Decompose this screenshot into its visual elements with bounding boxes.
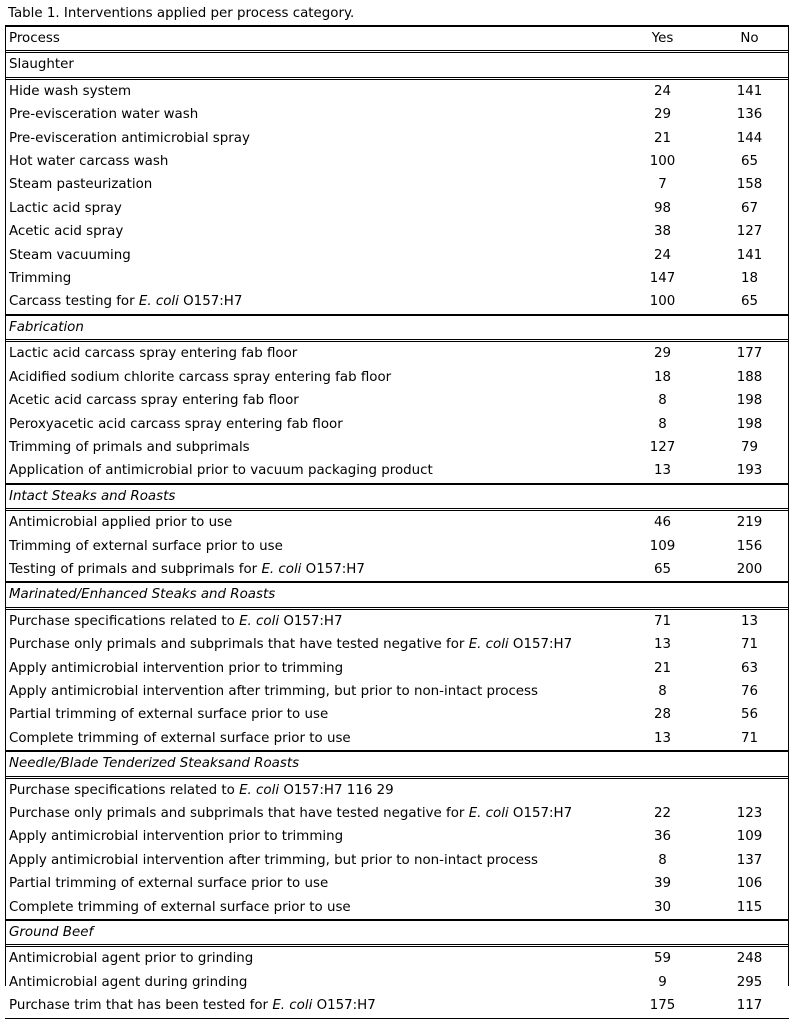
no-cell: 177 <box>736 346 763 362</box>
process-text: Purchase only primals and subprimals that have tested negative for <box>9 637 469 653</box>
process-cell <box>5 290 615 314</box>
process-cell <box>5 535 615 558</box>
process-cell <box>5 994 615 1018</box>
table-row <box>5 994 789 1018</box>
no-cell: 63 <box>740 660 759 676</box>
yes-cell: 28 <box>653 707 672 723</box>
process-text: Lactic acid spray <box>9 200 122 216</box>
table-row <box>5 173 789 196</box>
organism-name: E. coli <box>272 998 313 1014</box>
table-row <box>5 220 789 243</box>
group-header-row <box>5 582 789 608</box>
process-text: Trimming of primals and subprimals <box>9 439 250 455</box>
yes-cell: 39 <box>653 876 672 892</box>
yes-cell: 24 <box>653 83 672 99</box>
table-row <box>5 103 789 126</box>
group-header-row <box>5 52 789 78</box>
no-cell: 109 <box>736 829 763 845</box>
table-row <box>5 389 789 412</box>
table-row <box>5 78 789 103</box>
no-cell: 137 <box>736 852 763 868</box>
process-cell <box>5 459 615 483</box>
process-text: Application of antimicrobial prior to vacuum packaging product <box>9 463 433 479</box>
group-title: Intact Steaks and Roasts <box>5 484 789 510</box>
process-cell <box>5 127 615 150</box>
no-cell: 106 <box>736 876 763 892</box>
process-text: Hide wash system <box>9 83 132 99</box>
process-cell <box>5 872 615 895</box>
no-cell: 71 <box>740 637 759 653</box>
process-text: Steam pasteurization <box>9 177 153 193</box>
yes-cell: 24 <box>653 247 672 263</box>
yes-cell: 9 <box>658 974 667 990</box>
table-row <box>5 341 789 366</box>
no-cell: 65 <box>740 154 759 170</box>
process-text: Acidified sodium chlorite carcass spray entering fab floor <box>9 369 392 385</box>
process-cell <box>5 366 615 389</box>
no-cell: 141 <box>736 247 763 263</box>
no-cell: 65 <box>740 294 759 310</box>
organism-name: E. coli <box>138 294 179 310</box>
yes-cell: 46 <box>653 515 672 531</box>
yes-cell: 29 <box>653 346 672 362</box>
table-row <box>5 680 789 703</box>
table-row <box>5 244 789 267</box>
yes-cell: 71 <box>653 613 672 629</box>
process-text: Lactic acid carcass spray entering fab floor <box>9 346 298 362</box>
process-text: Apply antimicrobial intervention prior to trimming <box>9 829 344 845</box>
yes-cell: 8 <box>658 852 667 868</box>
process-cell <box>5 971 615 994</box>
no-cell: 117 <box>710 994 789 1018</box>
table-caption: Table 1. Interventions applied per process category. <box>8 6 355 21</box>
process-text: Partial trimming of external surface prior to use <box>9 876 329 892</box>
process-cell <box>5 389 615 412</box>
no-cell: 127 <box>736 224 763 240</box>
yes-cell: 175 <box>615 994 710 1018</box>
process-cell <box>5 633 615 656</box>
process-text-suffix: O157:H7 <box>178 294 243 310</box>
table-row <box>5 727 789 751</box>
no-cell: 13 <box>740 613 759 629</box>
table-row <box>5 267 789 290</box>
yes-cell: 29 <box>653 107 672 123</box>
yes-cell: 21 <box>653 660 672 676</box>
process-text: Trimming <box>9 271 72 287</box>
yes-cell: 109 <box>649 538 676 554</box>
no-cell: 67 <box>740 200 759 216</box>
yes-cell: 13 <box>653 463 672 479</box>
table-row <box>5 366 789 389</box>
table-row <box>5 825 789 848</box>
table-row <box>5 896 789 920</box>
process-text: Apply antimicrobial intervention after trimming, but prior to non-intact process <box>9 683 538 699</box>
table-row <box>5 535 789 558</box>
no-cell: 76 <box>740 683 759 699</box>
table-row <box>5 849 789 872</box>
process-text: Hot water carcass wash <box>9 154 169 170</box>
no-cell: 123 <box>736 806 763 821</box>
process-text: Apply antimicrobial intervention after trimming, but prior to non-intact process <box>9 852 538 868</box>
interventions-table <box>5 25 789 1019</box>
process-cell <box>5 173 615 196</box>
table-row <box>5 608 789 633</box>
no-cell: 141 <box>736 83 763 99</box>
process-cell <box>5 78 615 103</box>
process-text: Pre-evisceration water wash <box>9 107 199 123</box>
group-title: Slaughter <box>5 52 789 78</box>
table-row <box>5 777 789 802</box>
group-header-row <box>5 484 789 510</box>
yes-cell: 147 <box>649 271 676 287</box>
yes-cell: 36 <box>653 829 672 845</box>
header-row <box>5 26 789 52</box>
process-text: Pre-evisceration antimicrobial spray <box>9 130 250 146</box>
process-cell <box>5 777 615 802</box>
process-cell <box>5 436 615 459</box>
no-cell: 295 <box>736 974 763 990</box>
process-cell <box>5 825 615 848</box>
process-text: Testing of primals and subprimals for <box>9 561 262 577</box>
group-header-row <box>5 751 789 777</box>
no-cell: 248 <box>736 951 763 967</box>
table-row <box>5 413 789 436</box>
no-cell: 198 <box>736 393 763 409</box>
process-cell <box>5 267 615 290</box>
yes-cell <box>615 777 710 802</box>
table-row <box>5 703 789 726</box>
organism-name: E. coli <box>468 637 509 653</box>
process-text: Complete trimming of external surface prior to use <box>9 730 351 746</box>
process-cell <box>5 608 615 633</box>
table-row <box>5 946 789 971</box>
process-text: Steam vacuuming <box>9 247 131 263</box>
no-cell: 136 <box>736 107 763 123</box>
process-text-suffix: O157:H7 <box>508 806 573 821</box>
process-text: Carcass testing for <box>9 294 139 310</box>
header-process: Process <box>5 26 615 52</box>
no-cell: 115 <box>736 899 763 915</box>
no-cell: 193 <box>736 463 763 479</box>
process-text: Acetic acid spray <box>9 224 124 240</box>
yes-cell: 8 <box>658 683 667 699</box>
process-text: Purchase only primals and subprimals that have tested negative for <box>9 806 469 821</box>
process-cell <box>5 413 615 436</box>
no-cell: 56 <box>740 707 759 723</box>
yes-cell: 18 <box>653 369 672 385</box>
yes-cell: 30 <box>653 899 672 915</box>
yes-cell: 38 <box>653 224 672 240</box>
table-row <box>5 633 789 656</box>
table-row <box>5 459 789 483</box>
process-text-suffix: O157:H7 <box>279 613 343 629</box>
no-cell: 71 <box>740 730 759 746</box>
process-text: Acetic acid carcass spray entering fab floor <box>9 393 299 409</box>
table-body <box>5 52 789 1018</box>
group-header-row <box>5 920 789 946</box>
process-text: Antimicrobial agent during grinding <box>9 974 248 990</box>
process-cell <box>5 341 615 366</box>
process-text: Apply antimicrobial intervention prior to trimming <box>9 660 344 676</box>
process-cell <box>5 657 615 680</box>
table-row <box>5 971 789 994</box>
table-row <box>5 150 789 173</box>
table-row <box>5 872 789 895</box>
process-text: Complete trimming of external surface prior to use <box>9 899 351 915</box>
process-text-suffix: O157:H7 <box>508 637 573 653</box>
organism-name: E. coli <box>239 782 280 798</box>
group-title: Ground Beef <box>5 920 789 946</box>
process-text: Purchase trim that has been tested for <box>9 998 273 1014</box>
table-row <box>5 558 789 582</box>
group-title: Needle/Blade Tenderized Steaksand Roasts <box>5 751 789 777</box>
header-no: No <box>710 26 789 52</box>
table-row <box>5 510 789 535</box>
no-cell: 144 <box>736 130 763 146</box>
yes-cell: 13 <box>653 730 672 746</box>
process-cell <box>5 150 615 173</box>
organism-name: E. coli <box>261 561 302 577</box>
process-cell <box>5 849 615 872</box>
process-cell <box>5 220 615 243</box>
yes-cell: 127 <box>649 439 676 455</box>
organism-name: E. coli <box>239 613 280 629</box>
table-row <box>5 290 789 314</box>
table-row <box>5 436 789 459</box>
yes-cell: 22 <box>653 806 672 821</box>
yes-cell: 7 <box>658 177 667 193</box>
process-text-suffix: O157:H7 116 29 <box>279 782 394 798</box>
process-cell <box>5 896 615 920</box>
process-cell <box>5 802 615 825</box>
process-text-suffix: O157:H7 <box>312 998 376 1014</box>
process-cell <box>5 703 615 726</box>
process-text: Purchase specifications related to <box>9 782 240 798</box>
group-title: Fabrication <box>5 315 789 341</box>
process-text-suffix: O157:H7 <box>301 561 365 577</box>
yes-cell: 100 <box>649 294 676 310</box>
process-text: Peroxyacetic acid carcass spray entering fab floor <box>9 416 343 432</box>
group-header-row <box>5 315 789 341</box>
no-cell: 158 <box>736 177 763 193</box>
process-text: Partial trimming of external surface prior to use <box>9 707 329 723</box>
yes-cell: 13 <box>653 637 672 653</box>
yes-cell: 100 <box>649 154 676 170</box>
table-row <box>5 197 789 220</box>
yes-cell: 8 <box>658 416 667 432</box>
process-cell <box>5 727 615 751</box>
process-text: Purchase specifications related to <box>9 613 240 629</box>
process-text: Antimicrobial agent prior to grinding <box>9 951 254 967</box>
no-cell: 79 <box>740 439 759 455</box>
process-text: Antimicrobial applied prior to use <box>9 515 233 531</box>
yes-cell: 21 <box>653 130 672 146</box>
no-cell: 200 <box>736 561 763 577</box>
process-cell <box>5 197 615 220</box>
no-cell: 188 <box>736 369 763 385</box>
process-cell <box>5 558 615 582</box>
process-cell <box>5 680 615 703</box>
process-cell <box>5 244 615 267</box>
no-cell: 18 <box>740 271 759 287</box>
yes-cell: 59 <box>653 951 672 967</box>
header-yes: Yes <box>615 26 710 52</box>
no-cell: 198 <box>736 416 763 432</box>
table-row <box>5 127 789 150</box>
no-cell: 219 <box>736 515 763 531</box>
yes-cell: 98 <box>653 200 672 216</box>
organism-name: E. coli <box>468 806 509 821</box>
process-cell <box>5 946 615 971</box>
group-title: Marinated/Enhanced Steaks and Roasts <box>5 582 789 608</box>
table-row <box>5 657 789 680</box>
process-text: Trimming of external surface prior to use <box>9 538 283 554</box>
table-row <box>5 802 789 825</box>
yes-cell: 8 <box>658 393 667 409</box>
no-cell: 156 <box>736 538 763 554</box>
process-cell <box>5 103 615 126</box>
no-cell <box>710 777 789 802</box>
process-cell <box>5 510 615 535</box>
yes-cell: 65 <box>653 561 672 577</box>
